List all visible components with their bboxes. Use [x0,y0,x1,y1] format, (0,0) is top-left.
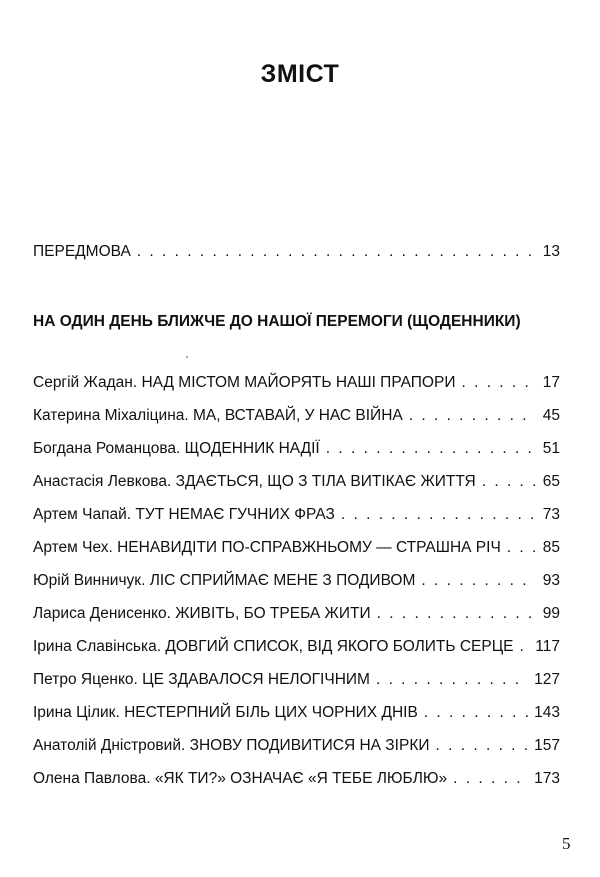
dot-leader [421,572,536,590]
toc-entry-author: Сергій Жадан. [33,374,138,391]
toc-entry-title: ЖИВІТЬ, БО ТРЕБА ЖИТИ [175,605,371,622]
toc-entry [33,473,560,495]
toc-entry-label [33,671,370,689]
toc-entry-label [33,638,514,656]
toc-entry-page: 45 [542,407,560,424]
toc-entry-label [33,704,418,722]
toc-entry-author: Ірина Цілик. [33,704,120,721]
toc-entry-page: 51 [542,440,560,457]
stray-mark: ' [186,355,188,366]
toc-entry [33,374,560,396]
dot-leader [409,407,536,425]
toc-entry-title: ЛІС СПРИЙМАЄ МЕНЕ З ПОДИВОМ [149,572,416,589]
toc-entry-page: 99 [542,605,560,622]
toc-entry [33,440,560,462]
page-number: 5 [562,834,571,853]
dot-leader [461,374,536,392]
toc-entry-page: 173 [534,770,560,787]
toc-entry-author: Анастасія Левкова. [33,473,172,490]
toc-entry-author: Ірина Славінська. [33,638,162,655]
toc-entry-page: 73 [542,506,560,523]
dot-leader [424,704,528,722]
toc-entry-page: 93 [542,572,560,589]
toc-entry-page: 117 [535,638,560,655]
toc-entry-title: ДОВГИЙ СПИСОК, ВІД ЯКОГО БОЛИТЬ СЕРЦЕ [165,638,514,655]
toc-entry-page: 157 [534,737,560,754]
toc-entry-author: Артем Чапай. [33,506,132,523]
toc-entry-author: Анатолій Дністровий. [33,737,186,754]
toc-entry-label [33,539,501,557]
toc-entry-title: НЕНАВИДІТИ ПО-СПРАВЖНЬОМУ — СТРАШНА РІЧ [117,539,501,556]
dot-leader [507,539,536,557]
dot-leader [376,671,528,689]
dot-leader [520,638,530,656]
dot-leader [377,605,536,623]
toc-entry-label [33,605,371,623]
dot-leader [341,506,536,524]
toc-entry-label [33,770,447,788]
toc-entry-page: 17 [542,374,560,391]
dot-leader [137,243,536,261]
toc-entry [33,572,560,594]
toc-entry-title: МА, ВСТАВАЙ, У НАС ВІЙНА [193,407,403,424]
toc-entry-label [33,473,476,491]
toc-entry-author: Катерина Міхаліцина. [33,407,189,424]
toc-entry-title: ЗДАЄТЬСЯ, ЩО З ТІЛА ВИТІКАЄ ЖИТТЯ [175,473,476,490]
toc-entry-author: Богдана Романцова. [33,440,181,457]
toc-entry [33,506,560,528]
toc-entry-title: ТУТ НЕМАЄ ГУЧНИХ ФРАЗ [135,506,335,523]
dot-leader [436,737,529,755]
toc-entry-label [33,506,335,524]
toc-entry [33,539,560,561]
page-title: ЗМІСТ [260,60,340,88]
toc-entry-label [33,407,403,425]
toc-entry-page: 127 [534,671,560,688]
toc-entry-title: ЦЕ ЗДАВАЛОСЯ НЕЛОГІЧНИМ [142,671,370,688]
toc-entry [33,770,560,792]
toc-entry-author: Олена Павлова. [33,770,151,787]
toc-entry-author: Юрій Винничук. [33,572,146,589]
toc-entry-label [33,440,320,458]
toc-entry-title: «ЯК ТИ?» ОЗНАЧАЄ «Я ТЕБЕ ЛЮБЛЮ» [154,770,448,787]
toc-entry [33,704,560,726]
toc-entry [33,605,560,627]
toc-entry-title: ЗНОВУ ПОДИВИТИСЯ НА ЗІРКИ [189,737,430,754]
toc-entry-page: 65 [542,473,560,490]
toc-entry-page: 13 [542,243,560,260]
toc-entry-author: Петро Яценко. [33,671,138,688]
toc-entry [33,407,560,429]
toc-entry-page: 143 [534,704,560,721]
toc-entry-preface [33,243,560,265]
toc-entry-label [33,572,415,590]
toc-entry-label [33,737,430,755]
toc-entry-title: НЕСТЕРПНИЙ БІЛЬ ЦИХ ЧОРНИХ ДНІВ [124,704,418,721]
toc-entry-label [33,374,455,392]
toc-entry [33,638,560,660]
toc-entry-author: Лариса Денисенко. [33,605,171,622]
section-heading: НА ОДИН ДЕНЬ БЛИЖЧЕ ДО НАШОЇ ПЕРЕМОГИ (ЩОДЕННИКИ) [33,313,521,330]
toc-entry-title: ЩОДЕННИК НАДІЇ [184,440,320,457]
toc-entry [33,737,560,759]
dot-leader [453,770,528,788]
toc-entry-page: 85 [542,539,560,556]
dot-leader [482,473,536,491]
dot-leader [326,440,536,458]
toc-entry [33,671,560,693]
toc-entry-title: НАД МІСТОМ МАЙОРЯТЬ НАШІ ПРАПОРИ [141,374,456,391]
toc-entry-label: ПЕРЕДМОВА [33,243,131,260]
toc-entry-author: Артем Чех. [33,539,113,556]
